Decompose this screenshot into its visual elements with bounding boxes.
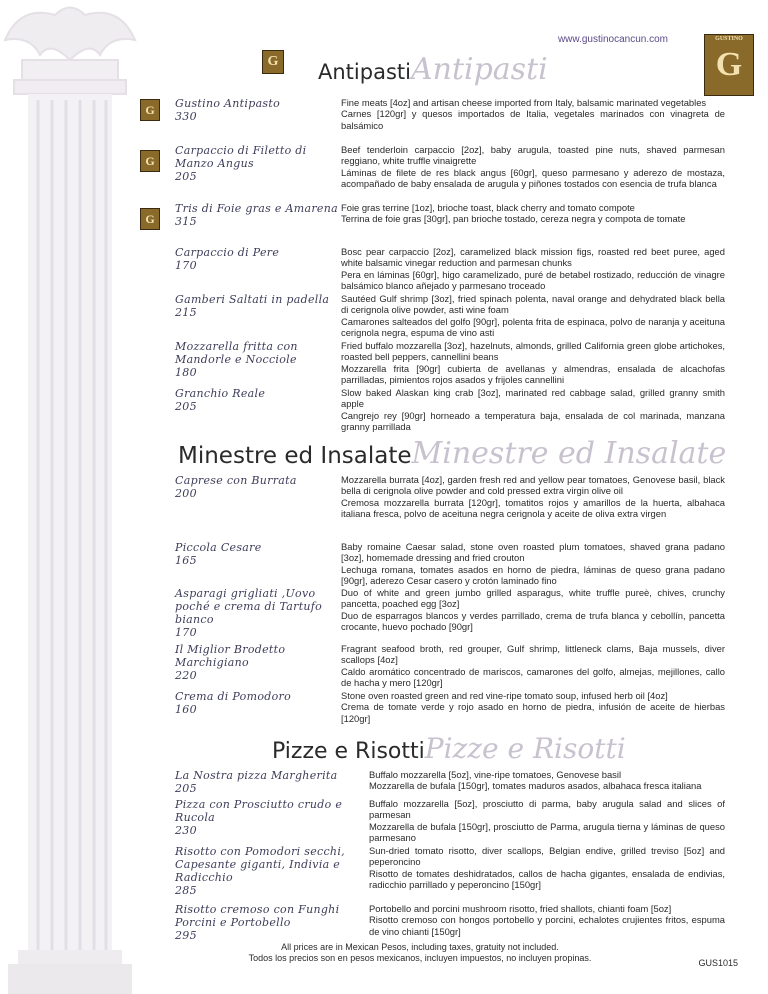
section-title-antipasti [318,52,548,87]
item-description [341,474,725,520]
section-title-main: Antipasti [318,60,411,84]
menu-code: GUS1015 [698,958,738,968]
section-title-ghost: Minestre ed Insalate [411,436,727,471]
item-price: 180 [175,366,197,379]
item-description [369,798,725,844]
disclaimer-en: All prices are in Mexican Pesos, including taxes, gratuity not included. [281,942,559,952]
section-title-ghost: Antipasti [410,52,548,87]
disclaimer-es: Todos los precios son en pesos mexicanos, incluyen impuestos, no incluyen propinas. [248,953,592,963]
item-description [369,769,725,792]
section-title-main: Pizze e Risotti [272,739,425,764]
description-es: Risotto cremoso con hongos portobello y porcini, echalotes crujientes fritos, espuma de vino chianti [150gr] [369,914,725,937]
item-price: 170 [175,259,197,272]
item-description [341,387,725,433]
item-price: 205 [175,400,197,413]
item-description [341,246,725,292]
gustino-logo [704,34,754,96]
item-description [341,202,725,225]
description-en: Fried buffalo mozzarella [3oz], hazelnuts, almonds, grilled California green globe artichokes, roasted bell peppers, cannellini beans [341,340,725,363]
description-es: Pera en láminas [60gr], higo caramelizado, puré de betabel rostizado, reducción de vinagre balsámico blanco añejado y parmesano troceado [341,268,725,292]
item-price: 295 [175,929,197,942]
description-en: Foie gras terrine [1oz], brioche toast, black cherry and tomato compote [341,202,635,213]
item-price: 200 [175,487,197,500]
description-en: Sautéed Gulf shrimp [3oz], fried spinach polenta, naval orange and dehydrated black bella di cerignola olive powder, asti wine foam [341,293,725,316]
item-description [341,293,725,339]
item-price: 230 [175,824,197,837]
item-name: Tris di Foie gras e Amarena 315 [175,202,345,228]
item-name: Risotto cremoso con Funghi Porcini e Portobello 295 [175,903,355,942]
item-description [341,541,725,587]
description-es: Mozzarella frita [90gr] cubierta de avellanas y almendras, ensalada de alcachofas parrilladas, pimientos rojos asados y frijoles cannellini [341,362,725,386]
description-es: Láminas de filete de res black angus [60gr], queso parmesano y aderezo de mostaza, acompañado de baby ensalada de arugula y piñones tostados con esencia de trufa blanca [341,166,725,190]
section-title-pizze [272,732,626,765]
item-description [369,845,725,891]
description-es: Carnes [120gr] y quesos importados de Italia, vegetales marinados con vinagreta de balsámico [341,108,725,131]
item-price: 170 [175,626,197,639]
item-name: Gamberi Saltati in padella 215 [175,293,345,319]
logo-letter: G [715,46,743,83]
item-name: Pizza con Prosciutto crudo e Rucola 230 [175,798,345,837]
description-en: Baby romaine Caesar salad, stone oven roasted plum tomatoes, shaved grana padano [3oz], homemade dressing and fried crouton [341,541,725,564]
section-title-minestre [178,436,726,471]
description-es: Terrina de foie gras [30gr], pan brioche tostado, cereza negra y compota de tomate [341,213,686,225]
section-title-main: Minestre ed Insalate [178,443,412,469]
item-description [369,903,725,937]
description-es: Camarones salteados del golfo [90gr], polenta frita de espinaca, polvo de naranja y aceituna cerignola negra, espuma de vino asti [341,315,725,339]
item-name: Granchio Reale 205 [175,387,345,413]
item-description [341,97,725,131]
item-logo [140,208,160,230]
price-disclaimer [210,942,630,964]
item-price: 215 [175,306,197,319]
description-es: Risotto de tomates deshidratados, callos de hacha gigantes, ensalada de endivias, radicchio parrillado y peperoncino [150gr] [369,867,725,891]
description-en: Fragrant seafood broth, red grouper, Gulf shrimp, littleneck clams, Baja mussels, diver scallops [4oz] [341,643,725,666]
description-es: Cremosa mozzarella burrata [120gr], tomatitos rojos y amarillos de la huerta, albahaca italiana fresca, polvo de aceituna negra cerignola y aceite de oliva extra virgen [341,496,725,520]
item-price: 330 [175,110,197,123]
item-logo [140,99,160,121]
logo-letter: G [145,103,155,117]
item-price: 315 [175,215,197,228]
description-en: Beef tenderloin carpaccio [2oz], baby arugula, toasted pine nuts, shaved parmesan reggiano, white truffle vinaigrette [341,144,725,167]
item-price: 220 [175,669,197,682]
item-price: 205 [175,170,197,183]
logo-letter: G [267,54,279,69]
description-es: Mozzarella de bufala [150gr], tomates maduros asados, albahaca fresca italiana [369,780,702,792]
item-name: Piccola Cesare 165 [175,541,345,567]
logo-top-text: GUSTINO [715,36,743,42]
description-es: Mozzarella de bufala [150gr], prosciutto de Parma, arugula tierna y láminas de queso parmesano [369,820,725,844]
description-en: Buffalo mozzarella [5oz], vine-ripe tomatoes, Genovese basil [369,769,622,780]
description-es: Cangrejo rey [90gr] horneado a temperatura baja, ensalada de col marinada, manzana granny parrillada [341,409,725,433]
description-en: Stone oven roasted green and red vine-ripe tomato soup, infused herb oil [4oz] [341,690,668,701]
item-price: 165 [175,554,197,567]
description-es: Caldo aromático concentrado de mariscos, camarones del golfo, almejas, mejillones, callo de hacha y mero [120gr] [341,665,725,689]
item-name: Risotto con Pomodori secchi, Capesante giganti, Indivia e Radicchio 285 [175,845,355,897]
item-description [341,340,725,386]
item-description [341,144,725,190]
item-name: Carpaccio di Pere 170 [175,246,345,272]
item-name: Caprese con Burrata 200 [175,474,345,500]
section-title-ghost: Pizze e Risotti [424,732,626,765]
description-es: Lechuga romana, tomates asados en horno de piedra, láminas de queso grana padano [90gr], aderezo Cesar casero y crotón laminado fino [341,563,725,587]
website-url: www.gustinocancun.com [557,34,668,45]
item-price: 160 [175,703,197,716]
item-name: La Nostra pizza Margherita 205 [175,769,365,795]
description-en: Portobello and porcini mushroom risotto, fried shallots, chianti foam [5oz] [369,903,672,914]
description-en: Duo of white and green jumbo grilled asparagus, white truffle pureè, chives, crunchy pancetta, poached egg [3oz] [341,587,725,610]
item-price: 285 [175,884,197,897]
description-es: Crema de tomate verde y rojo asado en horno de piedra, infusión de aceite de hierbas [120gr] [341,701,725,724]
logo-letter: G [145,154,155,168]
item-description [341,690,725,724]
item-description [341,643,725,689]
description-en: Buffalo mozzarella [5oz], prosciutto di parma, baby arugula salad and slices of parmesan [369,798,725,821]
description-en: Bosc pear carpaccio [2oz], caramelized black mission figs, roasted red beet puree, aged white balsamic vinegar reduction and parmesan chunks [341,246,725,269]
description-en: Slow baked Alaskan king crab [3oz], marinated red cabbage salad, grilled granny smith apple [341,387,725,410]
item-price: 205 [175,782,197,795]
logo-letter: G [145,212,155,226]
item-logo [140,150,160,172]
description-en: Mozzarella burrata [4oz], garden fresh red and yellow pear tomatoes, Genovese basil, black bella di cerignola olive powder and cold pressed extra virgin olive oil [341,474,725,497]
item-name: Asparagi grigliati ,Uovo poché e crema di Tartufo bianco 170 [175,587,345,639]
description-es: Duo de esparragos blancos y verdes parrillado, crema de trufa blanca y cebollín, pancetta crocante, huevo pochado [90gr] [341,609,725,633]
decorative-column [0,0,140,994]
section-logo-antipasti [262,50,284,74]
item-name: Mozzarella fritta con Mandorle e Nocciole 180 [175,340,345,379]
item-name: Carpaccio di Filetto di Manzo Angus 205 [175,144,345,183]
item-name: Gustino Antipasto 330 [175,97,345,123]
description-en: Fine meats [4oz] and artisan cheese imported from Italy, balsamic marinated vegetables [341,97,707,108]
description-en: Sun-dried tomato risotto, diver scallops, Belgian endive, grilled treviso [5oz] and peperoncino [369,845,725,868]
item-name: Crema di Pomodoro 160 [175,690,345,716]
item-description [341,587,725,633]
item-name: Il Miglior Brodetto Marchigiano 220 [175,643,345,682]
